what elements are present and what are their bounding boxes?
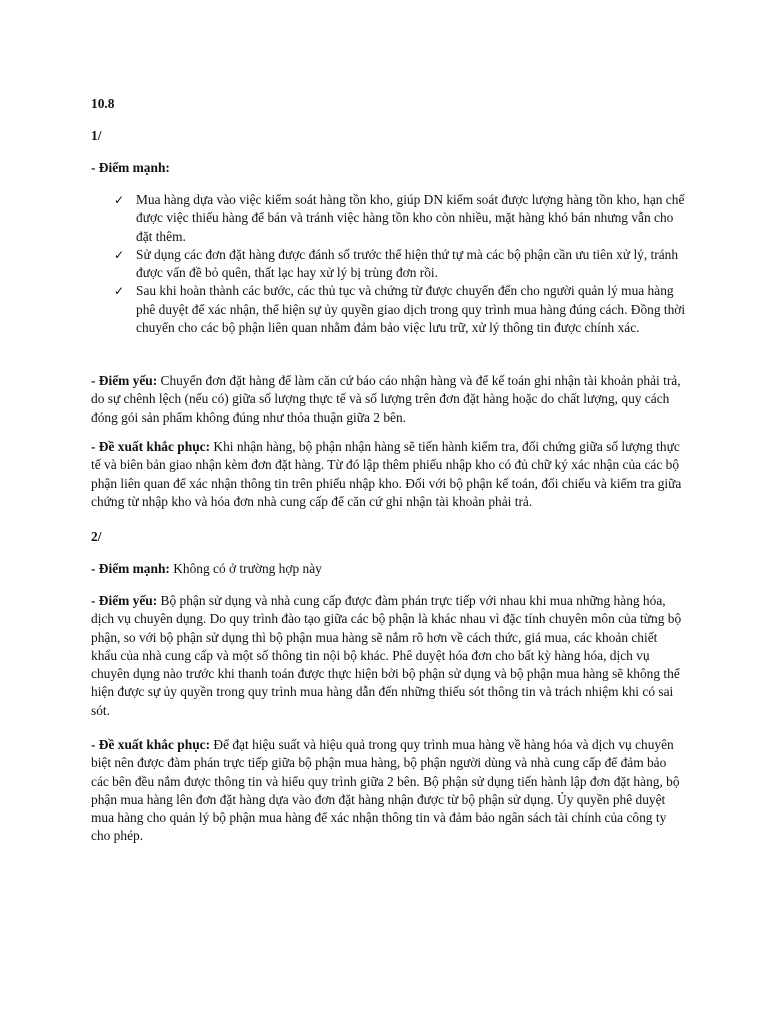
section-heading: 10.8 [91, 96, 115, 111]
checkmark-icon: ✓ [114, 247, 125, 262]
strengths-label: - Điểm mạnh: [91, 561, 170, 576]
part-1-weakness-paragraph [91, 372, 686, 427]
list-item [91, 282, 691, 337]
list-item-text: Sử dụng các đơn đặt hàng được đánh số trước thể hiện thứ tự mà các bộ phận cần ưu tiên xử lý, tránh được vấn đề bỏ quên, thất lạc hay xử lý bị trùng đơn rồi. [136, 246, 679, 281]
list-item-text: Mua hàng dựa vào việc kiểm soát hàng tồn kho, giúp DN kiểm soát được lượng hàng tồn kho, hạn chế được việc thiếu hàng để bán và tránh việc hàng tồn kho còn nhiều, mặt hàng khó bán nhưng vẫn cho đặt thêm. [136, 192, 685, 244]
weakness-text: Chuyển đơn đặt hàng để làm căn cứ báo cáo nhận hàng và để kế toán ghi nhận tài khoản phải trả, do sự chênh lệch (nếu có) giữa số lượng thực tế và số lượng trên đơn đặt hàng hoặc do chất lượng, quy cách đóng gói sản phẩm không đúng như thỏa thuận giữa 2 bên. [91, 373, 681, 425]
weakness-label: - Điểm yếu: [91, 373, 158, 388]
part-2-fix-paragraph [91, 736, 686, 846]
part-1-fix-paragraph [91, 438, 686, 511]
fix-label: - Đề xuất khắc phục: [91, 439, 211, 454]
list-item [91, 246, 691, 283]
part-1-number: 1/ [91, 128, 102, 143]
part-1-strengths-list [91, 191, 691, 337]
part-2-number: 2/ [91, 529, 102, 544]
list-item-text: Sau khi hoàn thành các bước, các thủ tục và chứng từ được chuyển đến cho người quản lý mua hàng phê duyệt để xác nhận, thể hiện sự ủy quyền giao dịch trong quy trình mua hàng đúng cách. Đồng thời chuyển cho các bộ phận liên quan nhằm đảm bảo việc lưu trữ, xử lý thông tin được chính xác. [136, 283, 686, 336]
fix-text: Để đạt hiệu suất và hiệu quả trong quy trình mua hàng về hàng hóa và dịch vụ chuyên biệt nên được đàm phán trực tiếp giữa bộ phận mua hàng, bộ phận người dùng và nhà cung cấp để đảm bảo các bên đều nắm được thông tin và hiểu quy trình giữa 2 bên. Bộ phận sử dụng tiến hành lập đơn đặt hàng, bộ phận mua hàng lên đơn đặt hàng dựa vào đơn đặt hàng nhận được từ bộ phận sử dụng. Ủy quyền phê duyệt mua hàng cho quản lý bộ phận mua hàng để xác nhận thông tin và đảm bảo ngân sách tài chính của công ty cho phép. [91, 737, 680, 844]
fix-text: Khi nhận hàng, bộ phận nhận hàng sẽ tiến hành kiểm tra, đối chứng giữa số lượng thực tế và biên bản giao nhận kèm đơn đặt hàng. Từ đó lập thêm phiếu nhập kho có đủ chữ ký xác nhận của các bộ phận liên quan để xác nhận thông tin trên phiếu nhập kho. Đối với bộ phận kế toán, đối chiếu và kiểm tra giữa chứng từ nhập kho và hóa đơn nhà cung cấp để căn cứ ghi nhận tài khoản phải trả. [91, 439, 682, 509]
part-2-weakness-paragraph [91, 592, 686, 720]
checkmark-icon: ✓ [114, 193, 125, 207]
weakness-text: Bộ phận sử dụng và nhà cung cấp được đàm phán trực tiếp với nhau khi mua những hàng hóa, dịch vụ chuyên dụng. Do quy trình đào tạo giữa các bộ phận là khác nhau vì đặc tính chuyên môn của từng bộ phận, so với bộ phận sử dụng thì bộ phận mua hàng sẽ nắm rõ hơn về cách thức, giá mua, các khoản chiết khấu của nhà cung cấp và một số thông tin nội bộ khác. Phê duyệt hóa đơn cho bất kỳ hàng hóa, dịch vụ chuyên dụng nào trước khi thanh toán được thực hiện bởi bộ phận sử dụng và bộ phận mua hàng sẽ không thể hiện được sự ủy quyền trong quy trình mua hàng dẫn đến những thiếu sót thông tin và trách nhiệm khi có sai sót. [91, 593, 682, 718]
checkmark-icon: ✓ [114, 284, 125, 299]
list-item [91, 191, 691, 246]
part-1-strengths-label: - Điểm mạnh: [91, 160, 170, 175]
weakness-label: - Điểm yếu: [91, 593, 158, 608]
part-2-strengths-paragraph [91, 560, 686, 578]
fix-label: - Đề xuất khắc phục: [91, 737, 211, 752]
strengths-text: Không có ở trường hợp này [169, 561, 322, 576]
